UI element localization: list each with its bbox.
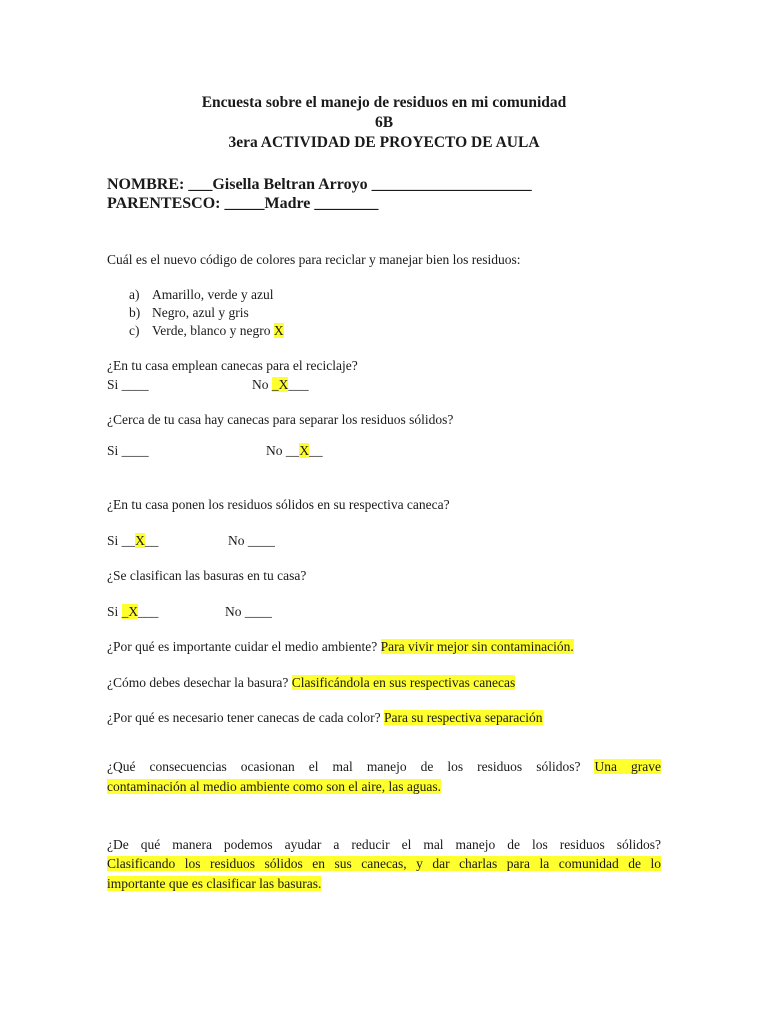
q5-si-blank: ___ (138, 604, 159, 619)
q4-question: ¿En tu casa ponen los residuos sólidos en su respectiva caneca? (107, 497, 450, 512)
q10-answer-end: importante que es clasificar las basuras. (107, 876, 322, 891)
q2-no-option (252, 376, 309, 394)
q1-option-text (152, 322, 284, 340)
q5-si-label: Si (107, 604, 122, 619)
q1-option-c-label: Verde, blanco y negro (152, 323, 274, 338)
q2-si-option: Si ____ (107, 377, 149, 392)
survey-title: Encuesta sobre el manejo de residuos en mi comunidad (201, 94, 567, 111)
q3-si-option: Si ____ (107, 443, 149, 458)
q5-question: ¿Se clasifican las basuras en tu casa? (107, 568, 307, 583)
q7-answer: Clasificándola en sus respectivas canecas (291, 675, 516, 690)
q8-answer: Para su respectiva separación (383, 710, 543, 725)
q2-no-blank: ___ (288, 377, 309, 392)
q10-question: ¿De qué manera podemos ayudar a reducir el mal manejo de los residuos sólidos? (107, 837, 661, 852)
q5-si-option (107, 603, 158, 621)
q6-answer: Para vivir mejor sin contaminación. (380, 639, 574, 654)
relation-line: PARENTESCO: _____Madre ________ (107, 195, 379, 212)
q4-si-label: Si __ (107, 533, 136, 548)
name-line: NOMBRE: ___Gisella Beltran Arroyo ____________________ (107, 176, 532, 193)
q2-answer-mark: _X (271, 377, 289, 392)
q4-answer-mark: X (135, 533, 145, 548)
q1-option-letter: a) (129, 287, 140, 302)
activity-title: 3era ACTIVIDAD DE PROYECTO DE AULA (228, 134, 540, 151)
q3-no-label: No __ (266, 443, 300, 458)
q10-answer-start: Clasificando los residuos sólidos en sus canecas, y dar charlas para la comunidad de lo (107, 856, 661, 871)
q1-option-letter: c) (129, 323, 140, 338)
q8-question: ¿Por qué es necesario tener canecas de cada color? (107, 710, 384, 725)
q7-line (107, 674, 515, 692)
group-label: 6B (374, 114, 394, 131)
q1-question: Cuál es el nuevo código de colores para reciclar y manejar bien los residuos: (107, 252, 521, 267)
q9-question: ¿Qué consecuencias ocasionan el mal manejo de los residuos sólidos? (107, 759, 595, 774)
q4-si-blank: __ (144, 533, 159, 548)
q5-answer-mark: _X (121, 604, 139, 619)
q3-no-option (266, 442, 323, 460)
q5-no-option: No ____ (225, 604, 272, 619)
q9-line-1 (107, 757, 661, 776)
q9-answer-start: Una grave (594, 759, 661, 774)
q6-question: ¿Por qué es importante cuidar el medio ambiente? (107, 639, 381, 654)
q2-question: ¿En tu casa emplean canecas para el reciclaje? (107, 358, 358, 373)
q10-line-2 (107, 854, 661, 873)
q6-line (107, 638, 574, 656)
q10-line-3 (107, 874, 661, 893)
q1-option-letter: b) (129, 305, 141, 320)
q1-option-text: Amarillo, verde y azul (152, 287, 274, 302)
q3-answer-mark: X (299, 443, 310, 458)
q4-no-option: No ____ (228, 533, 275, 548)
q4-si-option (107, 532, 158, 550)
q9-line-2 (107, 777, 661, 796)
q1-answer-mark: X (273, 323, 284, 338)
q7-question: ¿Cómo debes desechar la basura? (107, 675, 292, 690)
q3-question: ¿Cerca de tu casa hay canecas para separar los residuos sólidos? (107, 412, 454, 427)
q1-option-text: Negro, azul y gris (152, 305, 249, 320)
q9-answer-end: contaminación al medio ambiente como son el aire, las aguas. (107, 779, 442, 794)
q3-no-blank: __ (309, 443, 323, 458)
q8-line (107, 709, 543, 727)
q2-no-label: No (252, 377, 272, 392)
